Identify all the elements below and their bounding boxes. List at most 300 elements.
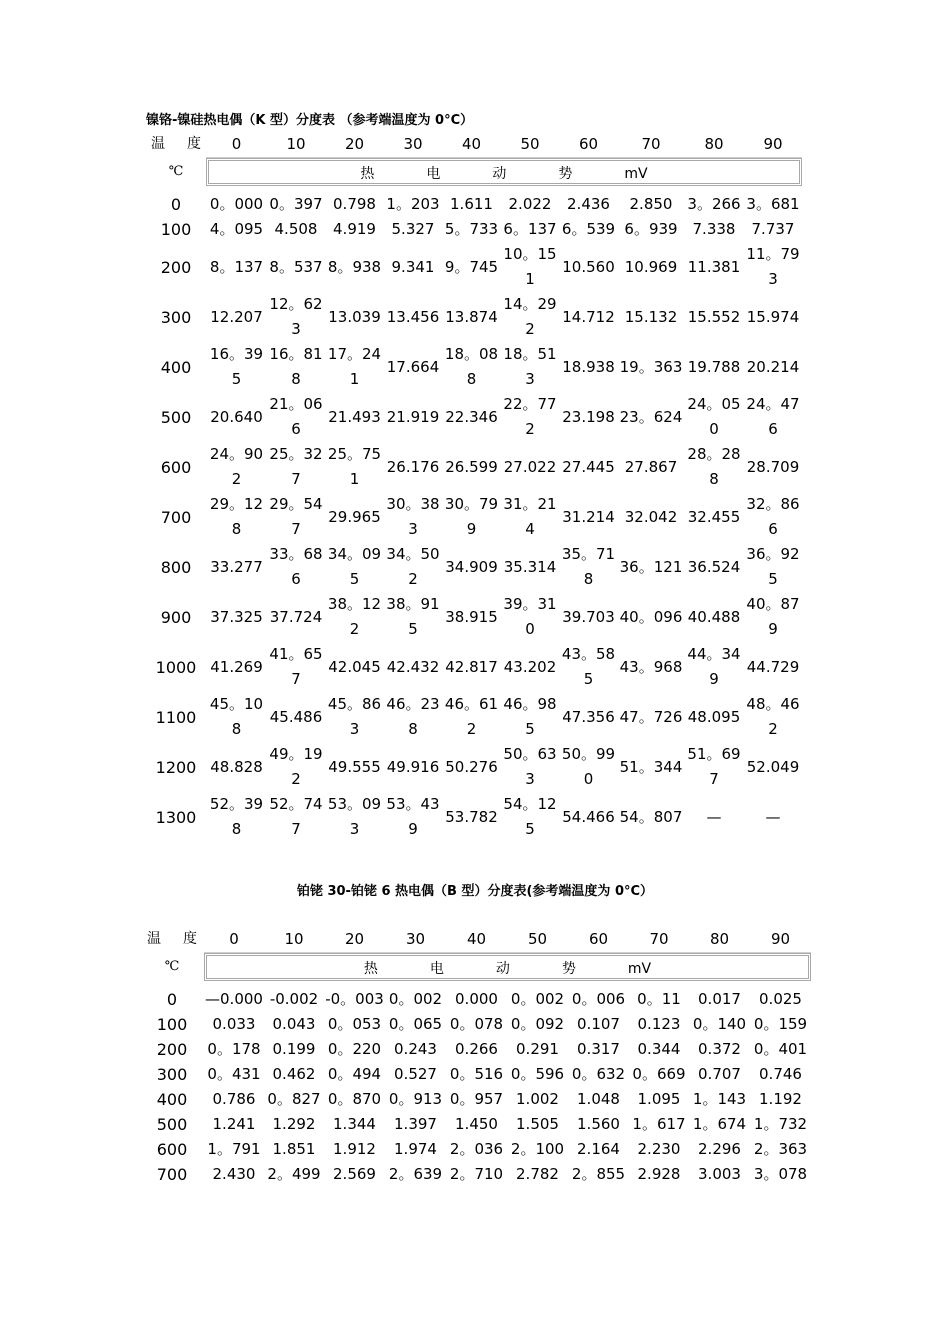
row-temperature: 0 <box>166 990 178 1009</box>
emf-value-cell: 26.599 <box>445 457 498 476</box>
emf-value-cell: 32.455 <box>687 507 741 526</box>
emf-value-cell: 6。137 <box>503 220 557 238</box>
emf-value-cell: 0。827 <box>267 1090 321 1108</box>
emf-value-cell: 22.346 <box>445 407 498 426</box>
emf-value-cell: 11.381 <box>687 257 741 276</box>
emf-value-cell: 4.508 <box>274 220 318 238</box>
emf-value-cell: 34。502 <box>386 545 440 588</box>
emf-value-cell: 4。095 <box>209 220 264 238</box>
emf-value-cell: 27.445 <box>562 457 615 476</box>
emf-value-cell: 25。327 <box>269 445 323 488</box>
emf-value-cell: 0.266 <box>455 1040 498 1058</box>
emf-value-cell: 45.486 <box>269 707 323 726</box>
emf-value-cell: 33。686 <box>269 545 323 588</box>
emf-label-char: 电 <box>429 961 444 977</box>
emf-value-cell: 1。791 <box>207 1140 261 1158</box>
emf-value-cell: 31.214 <box>562 507 615 526</box>
emf-value-cell: 45。108 <box>209 695 264 738</box>
emf-value-cell: 3.003 <box>698 1165 741 1183</box>
emf-value-cell: 14。292 <box>503 295 557 338</box>
column-header: 90 <box>744 131 802 158</box>
emf-value-cell: 10.969 <box>624 257 678 276</box>
emf-value-cell: 17。241 <box>327 345 382 388</box>
row-temperature: 300 <box>156 1065 188 1084</box>
emf-value-cell: 23.198 <box>562 407 615 426</box>
table-row <box>146 292 802 342</box>
emf-value-cell: 3。681 <box>746 195 800 213</box>
emf-value-cell: 51。697 <box>687 745 741 788</box>
emf-value-cell: 43。968 <box>619 657 683 676</box>
row-temperature: 400 <box>156 1090 188 1109</box>
emf-value-cell: 50.276 <box>445 757 498 776</box>
emf-value-cell: 19.788 <box>687 357 741 376</box>
emf-value-cell: 0。078 <box>449 1015 504 1033</box>
unit-label: ℃ <box>164 959 180 975</box>
emf-value-cell: 1.192 <box>759 1090 802 1108</box>
table-row <box>140 1112 811 1137</box>
emf-value-cell: 43。585 <box>561 645 616 688</box>
emf-value-cell: 28.709 <box>746 457 800 476</box>
emf-value-cell: 0。092 <box>510 1015 565 1033</box>
emf-value-cell: 1.560 <box>577 1115 620 1133</box>
row-temperature: 100 <box>160 220 192 239</box>
table-row <box>146 242 802 292</box>
column-header: 20 <box>324 926 385 953</box>
row-temperature: 700 <box>156 1165 188 1184</box>
column-header: 10 <box>267 131 325 158</box>
emf-value-cell: 49.555 <box>328 757 381 776</box>
emf-value-cell: 46。612 <box>444 695 499 738</box>
emf-value-cell: 39。310 <box>503 595 557 638</box>
emf-value-cell: 50。990 <box>561 745 616 788</box>
emf-value-cell: 53.782 <box>445 807 498 826</box>
emf-value-cell: 44.729 <box>746 657 800 676</box>
row-temperature: 0 <box>170 195 182 214</box>
emf-value-cell: 52。398 <box>209 795 264 838</box>
emf-value-cell: 0。002 <box>388 990 443 1008</box>
emf-value-cell: 29。547 <box>269 495 323 538</box>
emf-value-cell: 2。855 <box>571 1165 626 1183</box>
emf-value-cell: 0。000 <box>209 195 264 213</box>
emf-value-cell: 11。793 <box>746 245 800 288</box>
emf-value-cell: 1.292 <box>272 1115 316 1133</box>
emf-value-cell: 12.207 <box>210 307 263 326</box>
emf-label-char: 热 <box>363 961 378 977</box>
emf-value-cell: -0。003 <box>325 990 384 1008</box>
emf-value-cell: 2.022 <box>508 195 552 213</box>
emf-value-cell: 38。122 <box>327 595 382 638</box>
row-temperature: 100 <box>156 1015 188 1034</box>
emf-value-cell: 15.552 <box>687 307 741 326</box>
emf-value-cell: 2.430 <box>212 1165 256 1183</box>
emf-value-cell: 1.450 <box>455 1115 498 1133</box>
emf-value-cell: 26.176 <box>386 457 440 476</box>
emf-value-cell: 15.974 <box>746 307 800 326</box>
emf-value-cell: 1。617 <box>632 1115 686 1133</box>
emf-value-cell: 16。818 <box>269 345 323 388</box>
b-type-table <box>140 926 811 1187</box>
table-row <box>140 1012 811 1037</box>
table-row <box>146 742 802 792</box>
emf-value-cell: 1.344 <box>333 1115 376 1133</box>
emf-value-cell: 51。344 <box>619 757 683 776</box>
column-header: 80 <box>689 926 750 953</box>
emf-value-cell: 21.493 <box>328 407 381 426</box>
emf-value-cell: 1.397 <box>394 1115 437 1133</box>
column-header: 30 <box>384 131 442 158</box>
emf-value-cell: 1。143 <box>692 1090 747 1108</box>
emf-value-cell: 30。799 <box>444 495 499 538</box>
emf-label-box <box>204 953 811 981</box>
emf-value-cell: 37.724 <box>269 607 323 626</box>
emf-label-char: 动 <box>495 961 510 977</box>
emf-value-cell: 0.243 <box>394 1040 437 1058</box>
emf-value-cell: 7.737 <box>751 220 795 238</box>
emf-value-cell: 42.432 <box>386 657 440 676</box>
emf-value-cell: 9。745 <box>444 257 499 276</box>
emf-value-cell: 41.269 <box>210 657 263 676</box>
emf-value-cell: 24。050 <box>687 395 741 438</box>
emf-value-cell: 2。639 <box>388 1165 443 1183</box>
emf-value-cell: 7.338 <box>692 220 736 238</box>
emf-value-cell: 0.199 <box>272 1040 316 1058</box>
emf-value-cell: 39.703 <box>562 607 615 626</box>
emf-value-cell: 35。718 <box>561 545 616 588</box>
emf-value-cell: 43.202 <box>503 657 557 676</box>
emf-value-cell: 0。065 <box>388 1015 443 1033</box>
table-row <box>146 492 802 542</box>
table-row <box>146 792 802 842</box>
table-row <box>146 442 802 492</box>
emf-value-cell: 29.965 <box>328 507 381 526</box>
emf-value-cell: 2。499 <box>267 1165 321 1183</box>
emf-value-cell: 12。623 <box>269 295 323 338</box>
emf-label-char: 势 <box>558 166 573 182</box>
emf-value-cell: 0.017 <box>698 990 741 1008</box>
row-temperature: 1000 <box>155 657 197 677</box>
emf-value-cell: 27.022 <box>503 457 557 476</box>
row-temperature: 600 <box>156 1140 188 1159</box>
emf-value-cell: 4.919 <box>333 220 376 238</box>
table-row <box>140 1087 811 1112</box>
emf-value-cell: 0。11 <box>637 990 681 1008</box>
table-row <box>146 692 802 742</box>
emf-value-cell: 46。985 <box>503 695 557 738</box>
emf-value-cell: 0.033 <box>212 1015 256 1033</box>
emf-value-cell: 36。925 <box>746 545 800 588</box>
emf-value-cell: 0.786 <box>212 1090 256 1108</box>
emf-value-cell: 20.640 <box>210 407 263 426</box>
emf-value-cell: 0。006 <box>571 990 626 1008</box>
emf-value-cell: 49.916 <box>386 757 440 776</box>
emf-value-cell: 0.291 <box>516 1040 559 1058</box>
table-row <box>146 592 802 642</box>
emf-value-cell: 2.782 <box>516 1165 559 1183</box>
emf-value-cell: 0.462 <box>272 1065 316 1083</box>
emf-value-cell: 0.107 <box>577 1015 620 1033</box>
emf-value-cell: 54。125 <box>503 795 557 838</box>
emf-value-cell: 1。732 <box>753 1115 808 1133</box>
emf-value-cell: 37.325 <box>210 607 263 626</box>
column-header: 0 <box>206 131 267 158</box>
emf-value-cell: 33.277 <box>210 557 263 576</box>
emf-value-cell: 8。938 <box>327 257 382 276</box>
emf-value-cell: 38.915 <box>445 607 498 626</box>
emf-value-cell: 47。726 <box>619 707 683 726</box>
emf-value-cell: 9.341 <box>391 257 435 276</box>
emf-value-cell: 3。266 <box>687 195 741 213</box>
emf-value-cell: 0。140 <box>692 1015 747 1033</box>
column-header: 50 <box>501 131 559 158</box>
emf-value-cell: 16。395 <box>209 345 264 388</box>
emf-value-cell: 14.712 <box>562 307 615 326</box>
emf-value-cell: 0。178 <box>207 1040 261 1058</box>
emf-value-cell: 0.025 <box>759 990 802 1008</box>
row-temperature: 500 <box>160 407 192 427</box>
emf-value-cell: 24。476 <box>746 395 800 438</box>
emf-value-cell: 0。002 <box>510 990 565 1008</box>
emf-value-cell: 0。397 <box>269 195 323 213</box>
emf-value-cell: 40。879 <box>746 595 800 638</box>
unit-row <box>146 158 802 187</box>
column-header: 60 <box>568 926 629 953</box>
emf-value-cell: 1.851 <box>272 1140 316 1158</box>
emf-value-cell: 2.230 <box>637 1140 681 1158</box>
emf-value-cell: 48。462 <box>746 695 800 738</box>
emf-label-box <box>206 158 802 186</box>
emf-value-cell: 25。751 <box>327 445 382 488</box>
emf-value-cell: 5.327 <box>391 220 435 238</box>
column-header: 0 <box>204 926 264 953</box>
emf-value-cell: 46。238 <box>386 695 440 738</box>
header-row <box>140 926 811 953</box>
emf-value-cell: 0.527 <box>394 1065 437 1083</box>
table-row <box>140 1037 811 1062</box>
emf-value-cell: 21。066 <box>269 395 323 438</box>
row-temperature: 1200 <box>155 757 197 777</box>
emf-value-cell: 22。772 <box>503 395 557 438</box>
table-row <box>146 192 802 217</box>
emf-value-cell: 18。513 <box>503 345 557 388</box>
emf-value-cell: 8。137 <box>209 257 264 276</box>
emf-value-cell: 2。363 <box>753 1140 808 1158</box>
table-row <box>140 1162 811 1187</box>
emf-value-cell: 0。431 <box>207 1065 261 1083</box>
emf-label-char: 热 <box>360 166 375 182</box>
temp-label: 温 度 <box>147 930 197 947</box>
emf-value-cell: 2.928 <box>637 1165 681 1183</box>
emf-value-cell: 2.296 <box>698 1140 741 1158</box>
emf-value-cell: 52。747 <box>269 795 323 838</box>
column-header: 10 <box>264 926 324 953</box>
emf-value-cell: 45。863 <box>327 695 382 738</box>
column-header: 50 <box>507 926 568 953</box>
row-temperature: 1300 <box>155 807 197 827</box>
column-header: 70 <box>629 926 689 953</box>
row-temperature: 400 <box>160 357 192 377</box>
column-header: 30 <box>385 926 446 953</box>
emf-value-cell: 53。439 <box>386 795 440 838</box>
emf-value-cell: 2。710 <box>449 1165 504 1183</box>
column-header: 90 <box>750 926 811 953</box>
emf-value-cell: 38。915 <box>386 595 440 638</box>
emf-value-cell: 0。494 <box>327 1065 382 1083</box>
emf-value-cell: 42.045 <box>328 657 381 676</box>
emf-value-cell: 44。349 <box>687 645 741 688</box>
emf-value-cell: 48.095 <box>687 707 741 726</box>
k-table-title: 镍铬-镍硅热电偶（K 型）分度表 （参考端温度为 0°C） <box>146 113 474 128</box>
emf-value-cell: 27.867 <box>624 457 678 476</box>
emf-label-char: 动 <box>492 166 507 182</box>
row-temperature: 1100 <box>155 707 197 727</box>
emf-value-cell: 0。220 <box>327 1040 382 1058</box>
emf-unit: mV <box>624 166 648 182</box>
emf-value-cell: 0.123 <box>637 1015 681 1033</box>
emf-value-cell: 52.049 <box>746 757 800 776</box>
row-temperature: 500 <box>156 1115 188 1134</box>
emf-value-cell: 34。095 <box>327 545 382 588</box>
row-temperature: 200 <box>160 257 192 277</box>
emf-value-cell: 28。288 <box>687 445 741 488</box>
emf-value-cell: 1。203 <box>386 195 440 213</box>
header-row <box>146 131 802 158</box>
emf-value-cell: 41。657 <box>269 645 323 688</box>
column-header: 20 <box>325 131 384 158</box>
emf-value-cell: 15.132 <box>624 307 678 326</box>
emf-value-cell: 49。192 <box>269 745 323 788</box>
emf-value-cell: 0.043 <box>272 1015 316 1033</box>
emf-unit: mV <box>627 961 652 977</box>
emf-value-cell: 19。363 <box>619 357 683 376</box>
column-header: 40 <box>442 131 501 158</box>
emf-value-cell: 2。100 <box>510 1140 565 1158</box>
emf-value-cell: 40.488 <box>687 607 741 626</box>
emf-value-cell: 32.042 <box>624 507 678 526</box>
emf-value-cell: 0.707 <box>698 1065 741 1083</box>
emf-value-cell: 0。596 <box>510 1065 565 1083</box>
column-header: 60 <box>559 131 618 158</box>
emf-value-cell: 21.919 <box>386 407 440 426</box>
emf-value-cell: 54.466 <box>562 807 615 826</box>
table-row <box>146 217 802 242</box>
column-header: 40 <box>446 926 507 953</box>
emf-value-cell: 48.828 <box>210 757 263 776</box>
emf-value-cell: 0.372 <box>698 1040 741 1058</box>
emf-value-cell: 30。383 <box>386 495 440 538</box>
emf-value-cell: 40。096 <box>619 607 683 626</box>
b-table-title: 铂铑 30-铂铑 6 热电偶（B 型）分度表(参考端温度为 0°C） <box>296 884 654 899</box>
emf-value-cell: 2.569 <box>333 1165 376 1183</box>
table-row <box>140 1062 811 1087</box>
unit-row <box>140 953 811 982</box>
table-row <box>146 542 802 592</box>
emf-value-cell: 0.798 <box>333 195 376 213</box>
emf-value-cell: 1.611 <box>450 195 493 213</box>
emf-value-cell: 2.164 <box>577 1140 620 1158</box>
table-row <box>146 392 802 442</box>
emf-value-cell: 6。939 <box>624 220 678 238</box>
emf-value-cell: 3。078 <box>753 1165 808 1183</box>
emf-value-cell: — <box>765 807 781 826</box>
emf-value-cell: 34.909 <box>445 557 498 576</box>
emf-value-cell: -0.002 <box>269 990 319 1008</box>
emf-value-cell: 2.850 <box>629 195 673 213</box>
emf-value-cell: 8。537 <box>269 257 323 276</box>
emf-value-cell: 1.505 <box>516 1115 559 1133</box>
emf-value-cell: 35.314 <box>503 557 557 576</box>
emf-value-cell: 2。036 <box>449 1140 504 1158</box>
emf-value-cell: 50。633 <box>503 745 557 788</box>
row-temperature: 900 <box>160 607 192 627</box>
emf-value-cell: 0。053 <box>327 1015 382 1033</box>
emf-value-cell: 0。632 <box>571 1065 626 1083</box>
table-row <box>140 987 811 1012</box>
column-header: 80 <box>684 131 744 158</box>
emf-value-cell: 10.560 <box>562 257 615 276</box>
emf-value-cell: 13.456 <box>386 307 440 326</box>
column-header: 70 <box>618 131 684 158</box>
emf-value-cell: 31。214 <box>503 495 557 538</box>
emf-value-cell: 17.664 <box>386 357 440 376</box>
emf-value-cell: 54。807 <box>619 807 683 826</box>
emf-value-cell: 42.817 <box>445 657 498 676</box>
emf-value-cell: 36.524 <box>687 557 741 576</box>
temp-label: 温 度 <box>151 135 201 152</box>
table-row <box>146 342 802 392</box>
emf-value-cell: 1.241 <box>212 1115 256 1133</box>
emf-value-cell: 13.039 <box>328 307 381 326</box>
emf-value-cell: 0.344 <box>637 1040 681 1058</box>
table-row <box>146 642 802 692</box>
emf-value-cell: 47.356 <box>562 707 615 726</box>
emf-value-cell: 0。913 <box>388 1090 443 1108</box>
unit-label: ℃ <box>168 164 184 180</box>
emf-value-cell: 20.214 <box>746 357 800 376</box>
emf-label-char: 电 <box>426 166 441 182</box>
emf-value-cell: 0。669 <box>632 1065 686 1083</box>
emf-value-cell: 1.974 <box>394 1140 437 1158</box>
emf-value-cell: 0。401 <box>753 1040 808 1058</box>
emf-value-cell: 1。674 <box>692 1115 747 1133</box>
emf-value-cell: 0。957 <box>449 1090 504 1108</box>
emf-value-cell: 10。151 <box>503 245 557 288</box>
emf-value-cell: 53。093 <box>327 795 382 838</box>
emf-value-cell: 18。088 <box>444 345 499 388</box>
emf-value-cell: 0.746 <box>759 1065 802 1083</box>
emf-value-cell: 13.874 <box>445 307 498 326</box>
emf-value-cell: — <box>706 807 722 826</box>
emf-value-cell: 1.095 <box>637 1090 681 1108</box>
row-temperature: 300 <box>160 307 192 327</box>
k-type-table <box>146 131 802 842</box>
table-row <box>140 1137 811 1162</box>
emf-value-cell: 32。866 <box>746 495 800 538</box>
row-temperature: 700 <box>160 507 192 527</box>
emf-value-cell: 1.912 <box>333 1140 376 1158</box>
emf-value-cell: 0。159 <box>753 1015 808 1033</box>
emf-value-cell: 24。902 <box>209 445 264 488</box>
emf-value-cell: 5。733 <box>444 220 499 238</box>
emf-value-cell: 18.938 <box>562 357 615 376</box>
emf-value-cell: 6。539 <box>561 220 616 238</box>
row-temperature: 200 <box>156 1040 188 1059</box>
emf-value-cell: —0.000 <box>205 990 263 1008</box>
emf-value-cell: 0。516 <box>449 1065 504 1083</box>
emf-value-cell: 0。870 <box>327 1090 382 1108</box>
emf-value-cell: 1.002 <box>516 1090 559 1108</box>
emf-value-cell: 36。121 <box>619 557 683 576</box>
emf-value-cell: 0.000 <box>455 990 498 1008</box>
